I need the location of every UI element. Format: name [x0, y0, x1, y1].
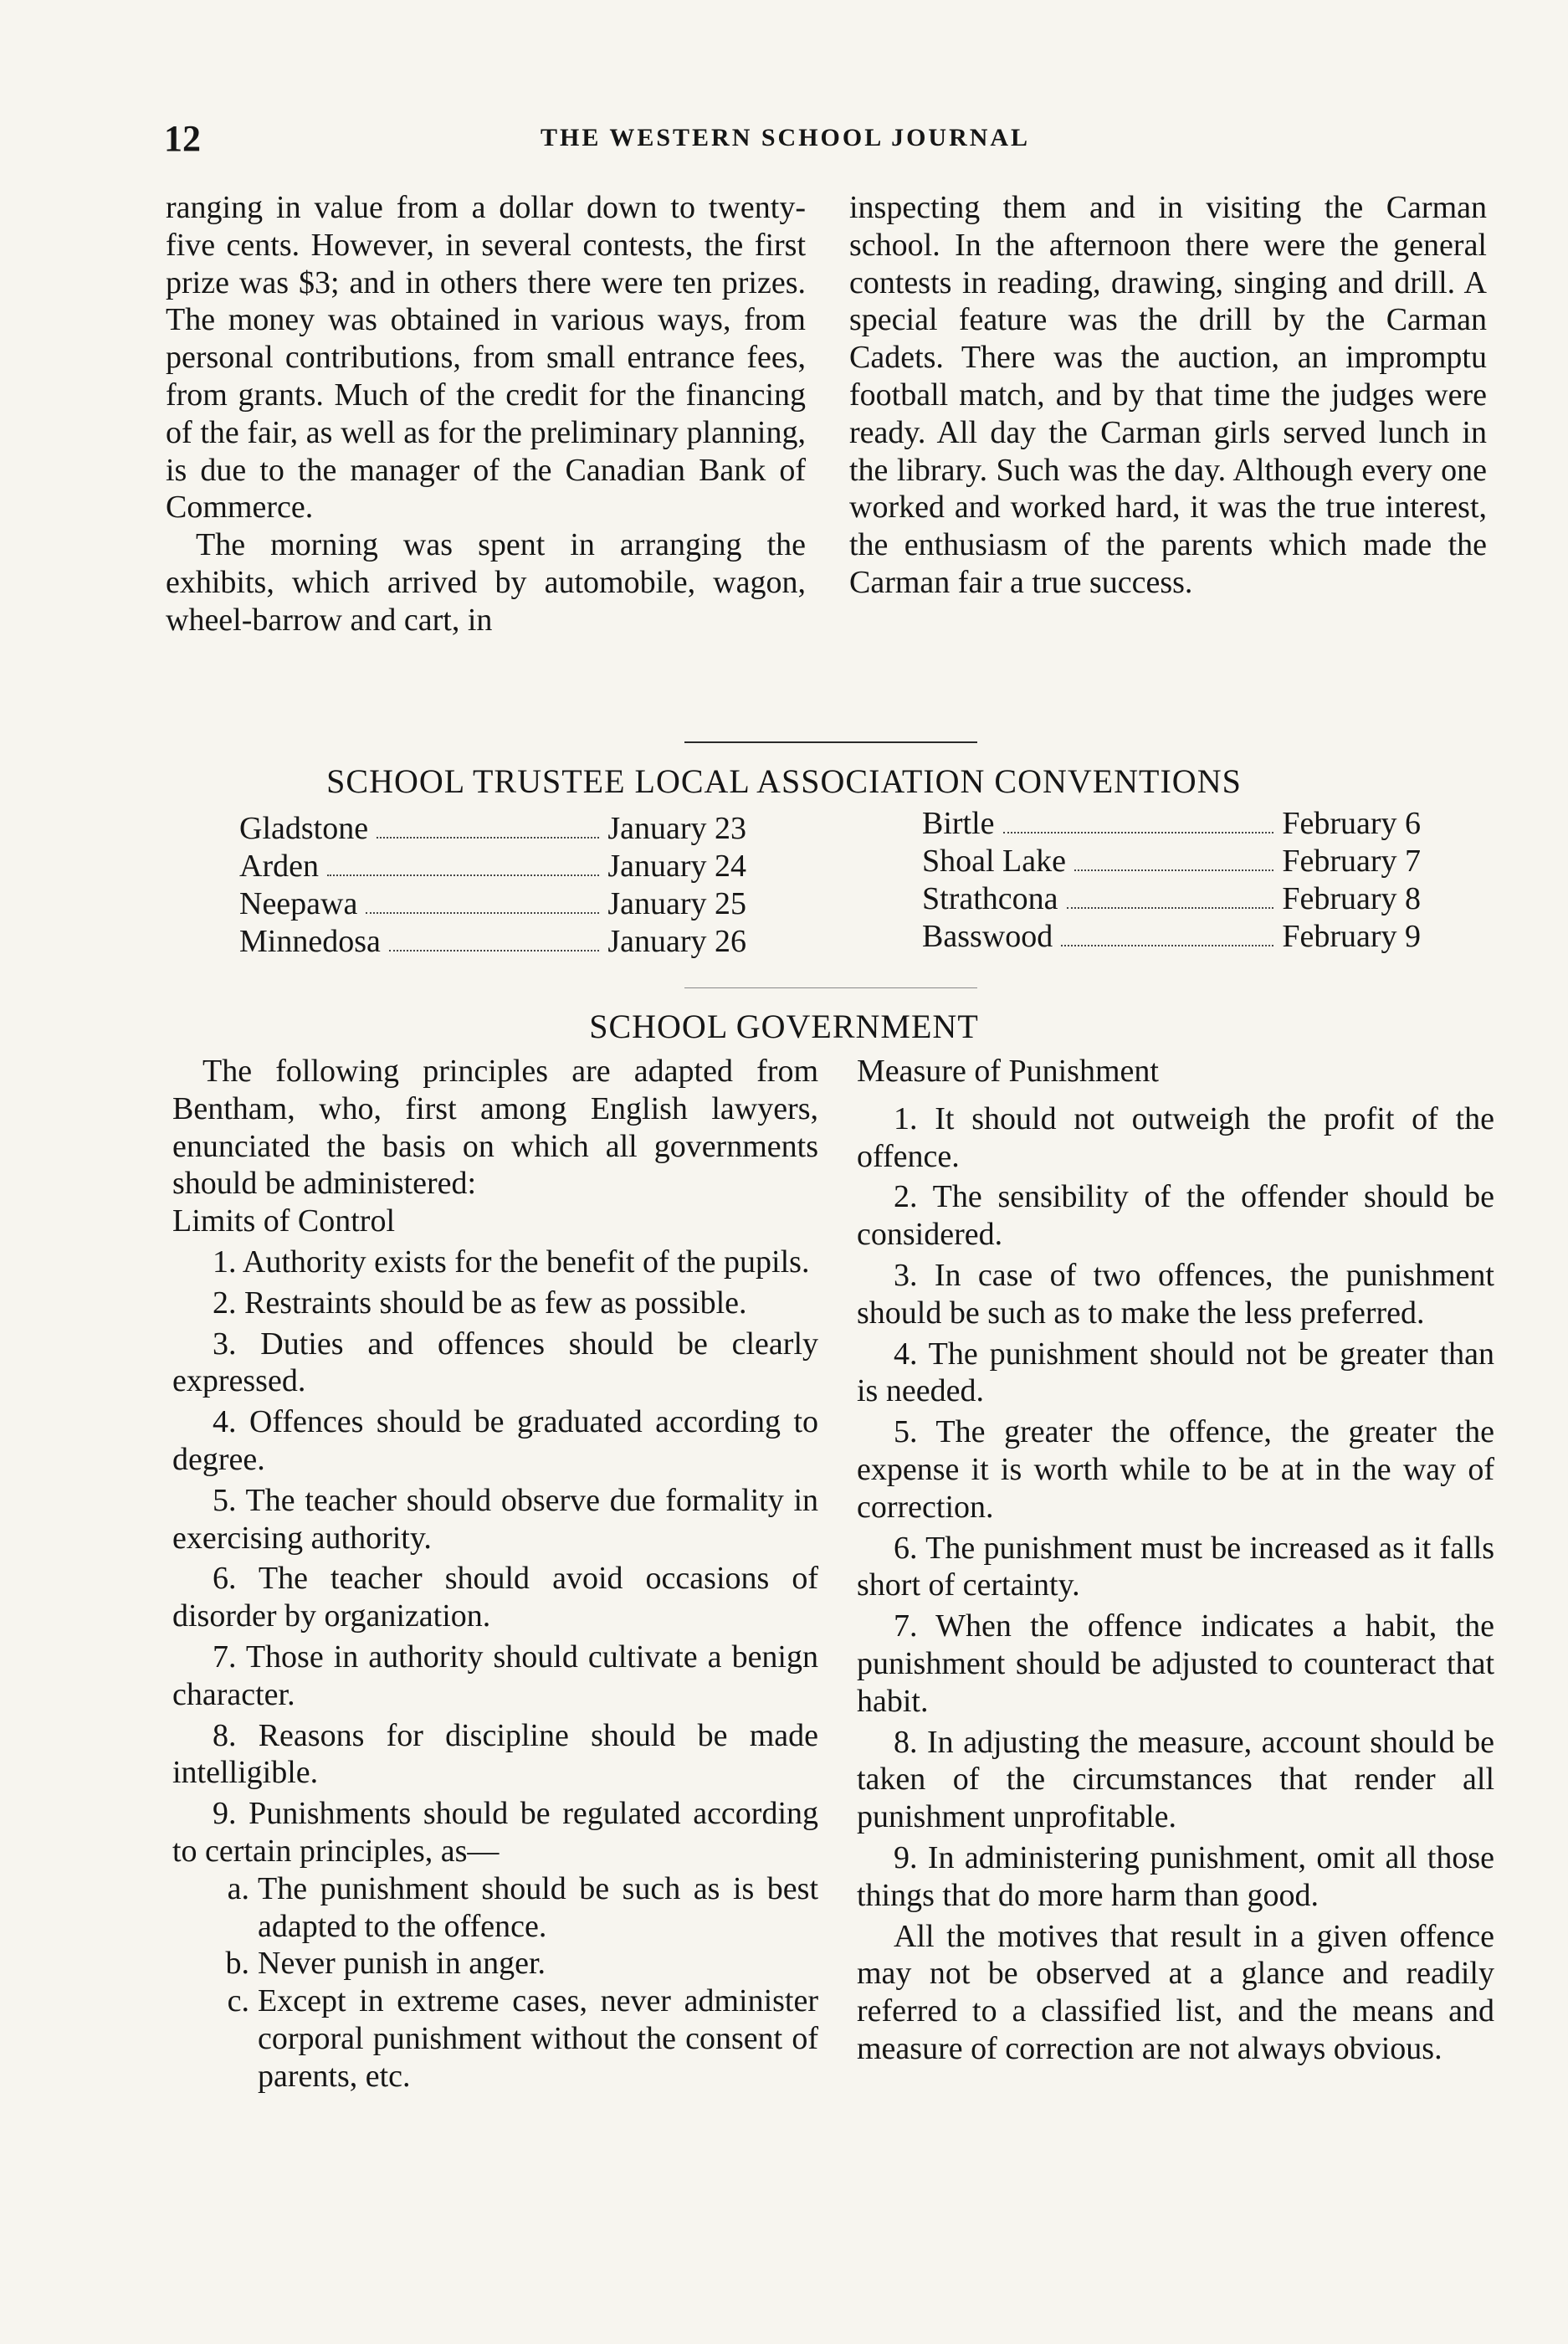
section-divider	[684, 741, 977, 743]
convention-date: February 7	[1282, 844, 1421, 879]
dot-leader	[1003, 832, 1274, 833]
convention-row	[239, 810, 746, 848]
carman-article-right-column	[849, 189, 1487, 602]
conventions-heading: SCHOOL TRUSTEE LOCAL ASSOCIATION CONVENTIONS	[326, 762, 1242, 800]
dot-leader	[327, 875, 599, 876]
sub-item-text: The punishment should be such as is best adapted to the offence.	[258, 1870, 818, 1944]
sub-item	[172, 1945, 818, 1982]
limits-of-control-heading: Limits of Control	[172, 1203, 395, 1239]
convention-date: February 9	[1282, 919, 1421, 954]
convention-place: Birtle	[922, 806, 995, 841]
convention-place: Shoal Lake	[922, 844, 1067, 879]
convention-date: January 23	[607, 811, 746, 846]
journal-title: THE WESTERN SCHOOL JOURNAL	[541, 124, 1031, 151]
measure-item: 6. The punishment must be increased as it falls short of certainty.	[857, 1530, 1494, 1603]
sub-item	[172, 1870, 818, 1946]
convention-row	[922, 918, 1421, 956]
limit-item: 2. Restraints should be as few as possible.	[213, 1285, 747, 1321]
convention-place: Basswood	[922, 919, 1053, 954]
limit-item: 7. Those in authority should cultivate a benign character.	[172, 1639, 818, 1712]
conventions-list-left	[239, 810, 746, 961]
measure-item: 4. The punishment should not be greater than is needed.	[857, 1336, 1494, 1409]
limit-item: 1. Authority exists for the benefit of the pupils.	[213, 1244, 810, 1280]
convention-date: January 26	[607, 924, 746, 959]
measure-item: 3. In case of two offences, the punishment should be such as to make the less preferred.	[857, 1257, 1494, 1331]
convention-date: February 8	[1282, 881, 1421, 916]
dot-leader	[1067, 907, 1274, 909]
convention-row	[922, 805, 1421, 843]
limit-item: 3. Duties and offences should be clearly expressed.	[172, 1326, 818, 1399]
section-divider	[684, 987, 977, 988]
convention-date: February 6	[1282, 806, 1421, 841]
sub-item	[172, 1982, 818, 2095]
measure-item: 5. The greater the offence, the greater the expense it is worth while to be at in the way of correction.	[857, 1414, 1494, 1525]
carman-article-left-column	[166, 189, 806, 639]
convention-date: January 25	[607, 886, 746, 921]
dot-leader	[366, 912, 599, 914]
convention-row	[239, 848, 746, 885]
convention-place: Arden	[239, 849, 319, 884]
measure-item: 7. When the offence indicates a habit, the punishment should be adjusted to counteract that habit.	[857, 1608, 1494, 1719]
convention-row	[922, 843, 1421, 880]
sub-item-label: a.	[227, 1870, 249, 1906]
convention-place: Strathcona	[922, 881, 1058, 916]
article-paragraph: ranging in value from a dollar down to twenty-five cents. However, in several contests, the first prize was $3; and in others there were ten prizes. The money was obtained in various ways, from personal contributions, from small entrance fees, from grants. Much of the credit for the financing of the fair, as well as for the preliminary planning, is due to the manager of the Canadian Bank of Commerce.	[166, 190, 806, 526]
limit-item: 9. Punishments should be regulated according to certain principles, as—	[172, 1796, 818, 1869]
convention-place: Gladstone	[239, 811, 369, 846]
convention-date: January 24	[607, 849, 746, 884]
limit-item: 4. Offences should be graduated according to degree.	[172, 1404, 818, 1477]
measure-item: 2. The sensibility of the offender should be considered.	[857, 1179, 1494, 1253]
dot-leader	[1074, 869, 1273, 871]
school-government-heading: SCHOOL GOVERNMENT	[589, 1008, 979, 1045]
conventions-list-right	[922, 805, 1421, 956]
article-paragraph: The morning was spent in arranging the exhibits, which arrived by automobile, wagon, wheel-barrow and cart, in	[166, 527, 806, 638]
sub-item-label: c.	[227, 1983, 249, 2019]
sub-item-text: Except in extreme cases, never administer corporal punishment without the consent of parents, etc.	[258, 1983, 818, 2094]
convention-place: Neepawa	[239, 886, 358, 921]
convention-row	[922, 880, 1421, 918]
limit-item: 8. Reasons for discipline should be made intelligible.	[172, 1717, 818, 1791]
measure-item: 8. In adjusting the measure, account should be taken of the circumstances that render all punishment unprofitable.	[857, 1724, 1494, 1835]
convention-row	[239, 923, 746, 961]
page-header	[164, 117, 1469, 167]
school-government-left-column	[172, 1053, 818, 2095]
limit-item: 5. The teacher should observe due formality in exercising authority.	[172, 1482, 818, 1556]
convention-row	[239, 885, 746, 923]
sub-item-text: Never punish in anger.	[258, 1946, 546, 1982]
measure-of-punishment-heading: Measure of Punishment	[857, 1054, 1159, 1089]
dot-leader	[389, 950, 599, 951]
measure-item: 1. It should not outweigh the profit of the offence.	[857, 1100, 1494, 1174]
article-paragraph: inspecting them and in visiting the Carman school. In the afternoon there were the general contests in reading, drawing, singing and drill. A special feature was the drill by the Carman Cadets. There was the auction, an impromptu football match, and by that time the judges were ready. All day the Carman girls served lunch in the library. Such was the day. Although every one worked and worked hard, it was the true interest, the enthusiasm of the parents which made the Carman fair a true success.	[849, 190, 1487, 600]
measure-item: 9. In administering punishment, omit all those things that do more harm than good.	[857, 1839, 1494, 1913]
closing-paragraph: All the motives that result in a given offence may not be observed at a glance and readily referred to a classified list, and the means and measure of correction are not always obvious.	[857, 1918, 1494, 2066]
page-number: 12	[164, 118, 201, 159]
dot-leader	[1061, 945, 1273, 946]
school-government-right-column	[857, 1053, 1494, 2068]
intro-paragraph: The following principles are adapted from Bentham, who, first among English lawyers, enunciated the basis on which all governments should be administered:	[172, 1054, 818, 1202]
sub-item-label: b.	[225, 1946, 249, 1982]
dot-leader	[377, 837, 599, 839]
convention-place: Minnedosa	[239, 924, 381, 959]
limit-item: 6. The teacher should avoid occasions of disorder by organization.	[172, 1561, 818, 1634]
